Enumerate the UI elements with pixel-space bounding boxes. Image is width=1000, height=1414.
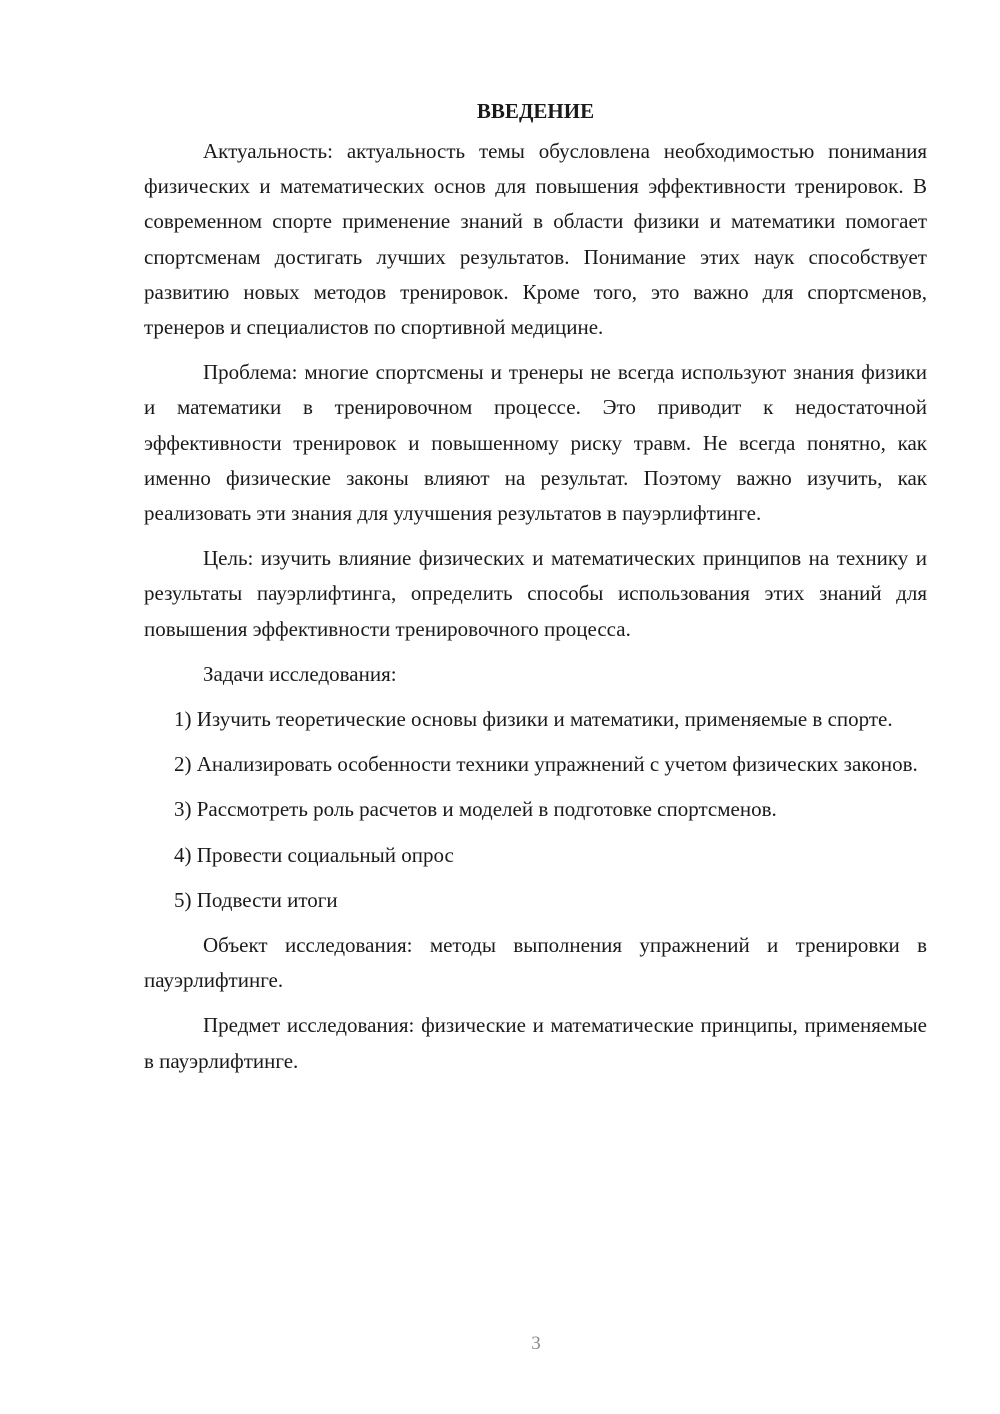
page-number: 3 [531, 1333, 541, 1354]
problem-paragraph: Проблема: многие спортсмены и тренеры не всегда используют знания физики и математики в тренировочном процессе. Это приводит к недостаточной эффективности тренировок и повышенному риску травм. Не всегда понятно, как именно физические законы влияют на результат. Поэтому важно изучить, как реализовать эти знания для улучшения результатов в пауэрлифтинге. [144, 360, 927, 526]
tasks-list [144, 702, 927, 918]
list-item: 3) Рассмотреть роль расчетов и моделей в подготовке спортсменов. [174, 797, 777, 822]
object-paragraph: Объект исследования: методы выполнения упражнений и тренировки в пауэрлифтинге. [144, 933, 927, 993]
list-item: 1) Изучить теоретические основы физики и математики, применяемые в спорте. [174, 707, 893, 732]
tasks-heading: Задачи исследования: [203, 661, 397, 686]
page-title: ВВЕДЕНИЕ [476, 99, 595, 123]
subject-paragraph: Предмет исследования: физические и математические принципы, применяемые в пауэрлифтинге. [144, 1013, 927, 1073]
goal-paragraph: Цель: изучить влияние физических и математических принципов на технику и результаты пауэрлифтинга, определить способы использования этих знаний для повышения эффективности тренировочного процесса. [144, 546, 927, 641]
relevance-paragraph: Актуальность: актуальность темы обусловлена необходимостью понимания физических и математических основ для повышения эффективности тренировок. В современном спорте применение знаний в области физики и математики помогает спортсменам достигать лучших результатов. Понимание этих наук способствует развитию новых методов тренировок. Кроме того, это важно для спортсменов, тренеров и специалистов по спортивной медицине. [144, 139, 927, 340]
document-page [144, 95, 927, 1079]
list-item: 2) Анализировать особенности техники упражнений с учетом физических законов. [174, 752, 918, 777]
list-item: 5) Подвести итоги [174, 887, 338, 912]
list-item: 4) Провести социальный опрос [174, 842, 454, 867]
